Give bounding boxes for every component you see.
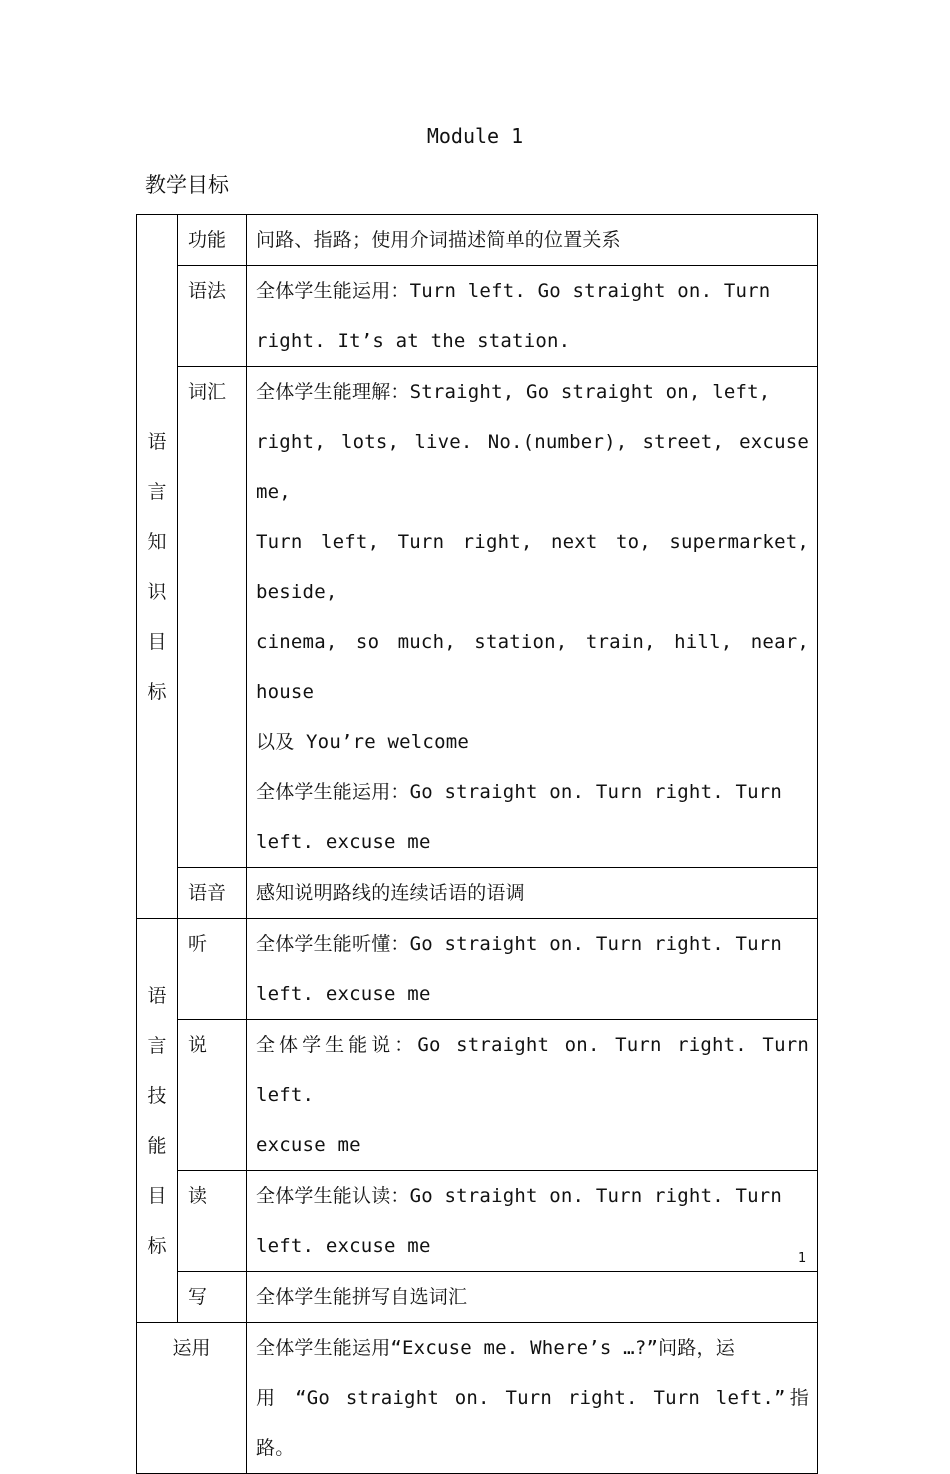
row-label-reading: 读 bbox=[178, 1171, 247, 1272]
table-row bbox=[137, 367, 818, 868]
row-label-vocabulary: 词汇 bbox=[178, 367, 247, 868]
row-content-speaking: 全体学生能说：Go straight on. Turn right. Turn left. excuse me bbox=[247, 1020, 818, 1171]
document-title: Module 1 bbox=[426, 124, 524, 148]
row-content-reading: 全体学生能认读：Go straight on. Turn right. Turn left. excuse me bbox=[247, 1171, 818, 1272]
row-content-pronunciation: 感知说明路线的连续话语的语调 bbox=[247, 868, 818, 919]
row-content-function: 问路、指路；使用介词描述简单的位置关系 bbox=[247, 215, 818, 266]
table-row bbox=[137, 1272, 818, 1323]
row-content-grammar: 全体学生能运用：Turn left. Go straight on. Turn right. It’s at the station. bbox=[247, 266, 818, 367]
row-label-function: 功能 bbox=[178, 215, 247, 266]
row-content-vocabulary: 全体学生能理解：Straight, Go straight on, left, right, lots, live. No.(number), street, excuse me, Turn left, Turn right, next to, supermarket, beside, cinema, so much, station, train, hill, near, house 以及 You’re welcome 全体学生能运用：Go straight on. Turn right. Turn left. excuse me bbox=[247, 367, 818, 868]
page-number: 1 bbox=[798, 1251, 807, 1266]
table-row bbox=[137, 266, 818, 367]
table-row bbox=[137, 919, 818, 1020]
table-row bbox=[137, 1020, 818, 1171]
table-row bbox=[137, 215, 818, 266]
table-row bbox=[137, 1171, 818, 1272]
row-label-application: 运用 bbox=[137, 1323, 247, 1474]
row-label-listening: 听 bbox=[178, 919, 247, 1020]
teaching-goals-table bbox=[136, 214, 818, 1474]
row-label-writing: 写 bbox=[178, 1272, 247, 1323]
table-row bbox=[137, 1323, 818, 1474]
row-content-application: 全体学生能运用“Excuse me. Where’s …?”问路，运 用 “Go straight on. Turn right. Turn left.”指路。 bbox=[247, 1323, 818, 1474]
category-language-knowledge: 语 言 知 识 目 标 bbox=[137, 215, 178, 919]
table-row bbox=[137, 868, 818, 919]
row-label-pronunciation: 语音 bbox=[178, 868, 247, 919]
row-content-listening: 全体学生能听懂：Go straight on. Turn right. Turn left. excuse me bbox=[247, 919, 818, 1020]
row-label-grammar: 语法 bbox=[178, 266, 247, 367]
section-title: 教学目标 bbox=[145, 173, 229, 197]
row-label-speaking: 说 bbox=[178, 1020, 247, 1171]
category-language-skills: 语 言 技 能 目 标 bbox=[137, 919, 178, 1323]
row-content-writing: 全体学生能拼写自选词汇 bbox=[247, 1272, 818, 1323]
